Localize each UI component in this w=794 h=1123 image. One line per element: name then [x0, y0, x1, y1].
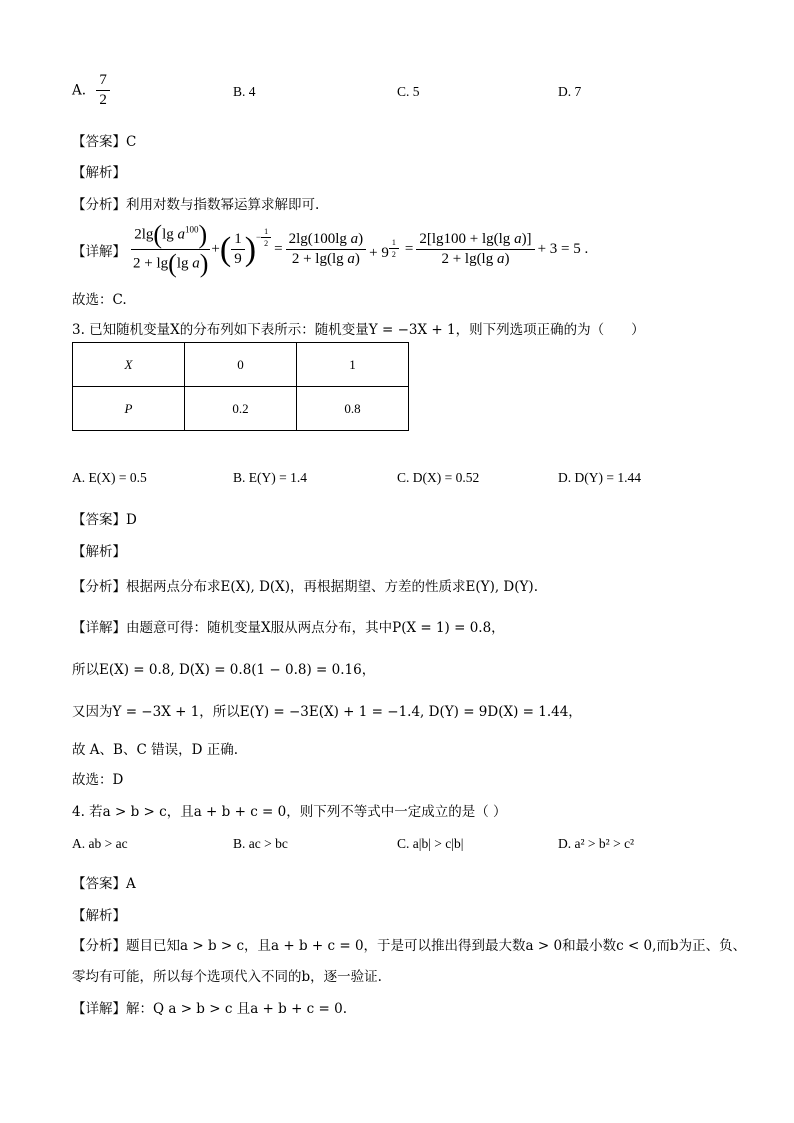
q3-line4: 故 A、B、C 错误，D 正确.	[72, 742, 238, 758]
numerator: 7	[96, 72, 110, 91]
formula-term-4: $\frac{\text{2[lg100 + lg(lg a)]}}{\text{2 + lg(lg a)}}$	[416, 231, 534, 269]
q2-xiangjie	[72, 222, 588, 277]
option-label: A.	[72, 82, 87, 99]
fenxi-tag: 【分析】	[72, 938, 126, 954]
xiangjie-text: 解：Q a > b > c 且a + b + c = 0.	[126, 1001, 348, 1017]
table-cell: 0.2	[185, 387, 297, 431]
q3-option-d: D. D(Y) = 1.44	[558, 470, 641, 485]
answer-value: A	[126, 876, 136, 892]
q4-answer	[72, 872, 136, 892]
q2-gushan: 故选：C.	[72, 292, 127, 308]
fraction	[96, 72, 110, 110]
denominator: 2	[99, 92, 107, 109]
answer-value: C	[126, 134, 137, 150]
q4-fenxi	[72, 934, 746, 954]
table-cell: P	[73, 387, 185, 431]
q4-option-c: C. a|b| > c|b|	[397, 836, 464, 851]
q2-option-d: D. 7	[558, 84, 582, 99]
distribution-table	[72, 342, 409, 431]
q4-option-b: B. ac > bc	[233, 836, 288, 851]
table-cell: 1	[297, 343, 409, 387]
q4-stem: 4. 若a > b > c，且a + b + c = 0，则下列不等式中一定成立的是（ ）	[72, 804, 507, 820]
answer-value: D	[126, 512, 137, 528]
q2-fenxi	[72, 193, 319, 213]
q2-option-b: B. 4	[233, 84, 256, 99]
answer-tag: 【答案】	[72, 134, 126, 150]
q3-fenxi	[72, 575, 538, 595]
formula-term-3: $\frac{\text{2lg(100lg a)}}{\text{2 + lg(lg a)}}$	[286, 231, 367, 269]
q3-answer	[72, 508, 137, 528]
q3-line3: 又因为Y = −3X + 1，所以E(Y) = −3E(X) + 1 = −1.4, D(Y) = 9D(X) = 1.44，	[72, 704, 582, 720]
q2-jiexi: 【解析】	[72, 165, 126, 181]
q4-xiangjie	[72, 997, 347, 1017]
table-row	[73, 343, 409, 387]
answer-tag: 【答案】	[72, 876, 126, 892]
xiangjie-text: 由题意可得：随机变量X服从两点分布，其中P(X = 1) = 0.8，	[126, 620, 505, 636]
formula-term-1: $\frac{2\lg(\lg a^{100})}{\text{2 + lg(lg a)}}$	[133, 220, 209, 278]
q3-xiangjie	[72, 616, 505, 636]
fenxi-text: 根据两点分布求E(X), D(X)，再根据期望、方差的性质求E(Y), D(Y).	[126, 579, 538, 595]
answer-tag: 【答案】	[72, 512, 126, 528]
fenxi-tag: 【分析】	[72, 197, 126, 213]
q4-fenxi-cont: 零均有可能，所以每个选项代入不同的b，逐一验证.	[72, 969, 382, 985]
fenxi-tag: 【分析】	[72, 579, 126, 595]
q2-option-c: C. 5	[397, 84, 420, 99]
q3-gushan: 故选：D	[72, 772, 124, 788]
q3-jiexi: 【解析】	[72, 544, 126, 560]
fenxi-text: 题目已知a > b > c，且a + b + c = 0，于是可以推出得到最大数a > 0和最小数c < 0,而b为正、负、	[126, 938, 747, 954]
q3-stem: 3. 已知随机变量X的分布列如下表所示：随机变量Y = −3X + 1，则下列选项正确的为（ ）	[72, 322, 645, 338]
q3-option-a: A. E(X) = 0.5	[72, 470, 147, 485]
q3-option-c: C. D(X) = 0.52	[397, 470, 480, 485]
q3-option-b: B. E(Y) = 1.4	[233, 470, 307, 485]
q3-line2: 所以E(X) = 0.8, D(X) = 0.8(1 − 0.8) = 0.16，	[72, 662, 376, 678]
xiangjie-tag: 【详解】	[72, 1001, 126, 1017]
table-row	[73, 387, 409, 431]
q4-option-d: D. a² > b² > c²	[558, 836, 635, 851]
xiangjie-tag: 【详解】	[72, 620, 126, 636]
xiangjie-tag: 【详解】	[72, 243, 126, 260]
table-cell: 0	[185, 343, 297, 387]
fenxi-text: 利用对数与指数幂运算求解即可.	[126, 197, 320, 213]
q2-option-a	[72, 72, 110, 110]
table-cell: X	[73, 343, 185, 387]
q4-option-a: A. ab > ac	[72, 836, 128, 851]
formula: $\frac{2\lg(\lg a^{100})}{\text{2 + lg(lg a)}}$ + ( $\frac{1}{9}$ ) $^{- \frac{1}{2}}$ = $\frac{\text{2lg(100lg a)}}{\text{2 + lg(lg a)}}$ + 9 $^{\frac{1}{2}}$ = $\frac{\text{2[lg100 + lg(lg a)]}}{\text{2 + lg(lg a)}}$ + 3 = 5 .	[130, 222, 588, 277]
q4-jiexi: 【解析】	[72, 908, 126, 924]
q2-answer	[72, 130, 136, 150]
table-cell: 0.8	[297, 387, 409, 431]
formula-term-2: ( $\frac{1}{9}$ ) $^{- \frac{1}{2}}$	[220, 231, 271, 269]
